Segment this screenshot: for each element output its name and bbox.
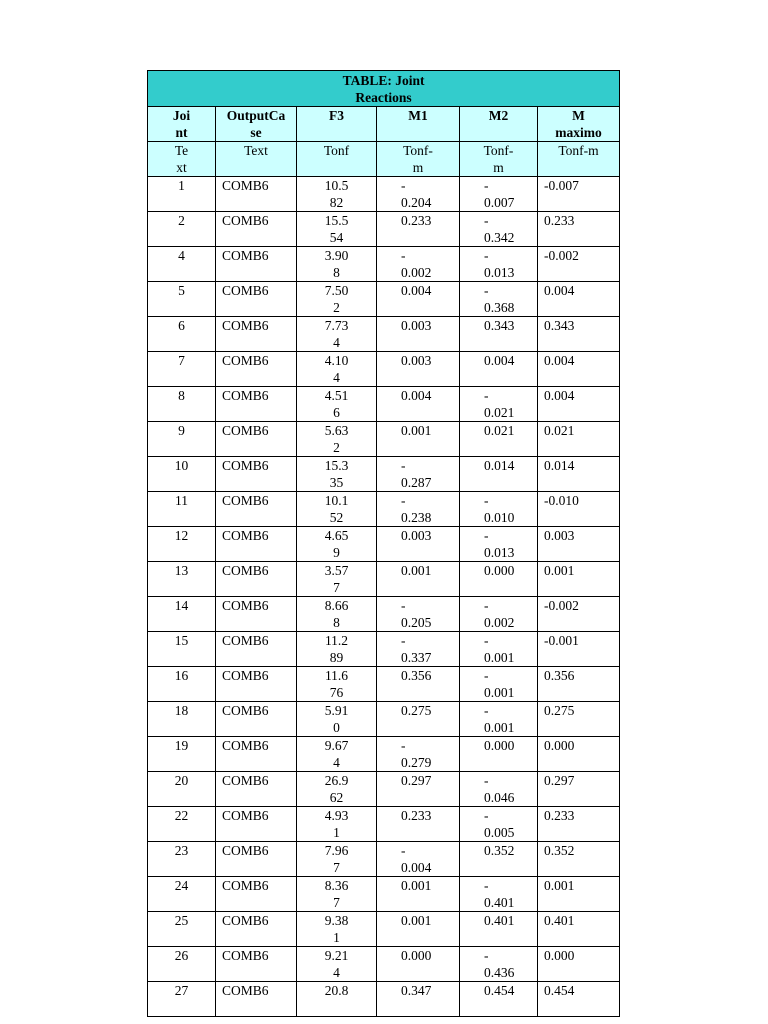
cell-output-case: COMB6 — [216, 212, 297, 247]
cell-m2: 0.401 — [460, 912, 538, 947]
cell-m2: - 0.002 — [460, 597, 538, 632]
cell-f3: 7.73 4 — [297, 317, 377, 352]
table-row — [148, 597, 620, 632]
table-row — [148, 947, 620, 982]
cell-output-case: COMB6 — [216, 737, 297, 772]
cell-m-maximo: -0.007 — [538, 177, 620, 212]
cell-f3: 10.5 82 — [297, 177, 377, 212]
cell-m-maximo: 0.000 — [538, 737, 620, 772]
table-row — [148, 807, 620, 842]
cell-output-case: COMB6 — [216, 632, 297, 667]
cell-m-maximo: 0.352 — [538, 842, 620, 877]
cell-m1: - 0.004 — [377, 842, 460, 877]
table-row — [148, 422, 620, 457]
cell-m1: 0.003 — [377, 527, 460, 562]
cell-output-case: COMB6 — [216, 177, 297, 212]
table-row — [148, 457, 620, 492]
cell-m-maximo: 0.233 — [538, 212, 620, 247]
cell-output-case: COMB6 — [216, 457, 297, 492]
cell-m2: 0.000 — [460, 737, 538, 772]
cell-joint: 22 — [148, 807, 216, 842]
cell-m1: - 0.002 — [377, 247, 460, 282]
cell-m2: - 0.010 — [460, 492, 538, 527]
cell-f3: 9.67 4 — [297, 737, 377, 772]
table-row — [148, 352, 620, 387]
cell-output-case: COMB6 — [216, 422, 297, 457]
cell-output-case: COMB6 — [216, 947, 297, 982]
cell-joint: 25 — [148, 912, 216, 947]
cell-joint: 26 — [148, 947, 216, 982]
cell-f3: 8.36 7 — [297, 877, 377, 912]
cell-m1: 0.003 — [377, 352, 460, 387]
cell-m1: 0.000 — [377, 947, 460, 982]
cell-m2: 0.004 — [460, 352, 538, 387]
cell-f3: 9.21 4 — [297, 947, 377, 982]
cell-m2: - 0.001 — [460, 702, 538, 737]
cell-f3: 3.57 7 — [297, 562, 377, 597]
table-row — [148, 527, 620, 562]
table-row — [148, 387, 620, 422]
cell-f3: 4.10 4 — [297, 352, 377, 387]
cell-f3: 7.96 7 — [297, 842, 377, 877]
cell-m-maximo: 0.001 — [538, 562, 620, 597]
table-row — [148, 492, 620, 527]
table-row — [148, 247, 620, 282]
header-joint: Joi nt — [148, 107, 216, 142]
cell-joint: 4 — [148, 247, 216, 282]
cell-output-case: COMB6 — [216, 912, 297, 947]
cell-m-maximo: 0.275 — [538, 702, 620, 737]
cell-joint: 12 — [148, 527, 216, 562]
cell-m-maximo: 0.401 — [538, 912, 620, 947]
cell-output-case: COMB6 — [216, 982, 297, 1017]
cell-f3: 9.38 1 — [297, 912, 377, 947]
cell-m1: 0.297 — [377, 772, 460, 807]
table-row — [148, 212, 620, 247]
cell-output-case: COMB6 — [216, 282, 297, 317]
header-row — [148, 107, 620, 142]
cell-joint: 10 — [148, 457, 216, 492]
cell-m1: 0.004 — [377, 387, 460, 422]
cell-joint: 23 — [148, 842, 216, 877]
cell-m2: - 0.436 — [460, 947, 538, 982]
cell-output-case: COMB6 — [216, 317, 297, 352]
joint-reactions-table — [147, 70, 620, 1017]
cell-f3: 11.6 76 — [297, 667, 377, 702]
cell-m1: 0.004 — [377, 282, 460, 317]
cell-output-case: COMB6 — [216, 562, 297, 597]
cell-m2: - 0.001 — [460, 632, 538, 667]
cell-m-maximo: 0.297 — [538, 772, 620, 807]
cell-m2: - 0.005 — [460, 807, 538, 842]
cell-m-maximo: -0.010 — [538, 492, 620, 527]
table-row — [148, 562, 620, 597]
header-m-maximo: M maximo — [538, 107, 620, 142]
table-row — [148, 632, 620, 667]
table-row — [148, 667, 620, 702]
cell-f3: 7.50 2 — [297, 282, 377, 317]
cell-f3: 10.1 52 — [297, 492, 377, 527]
table-row — [148, 877, 620, 912]
cell-joint: 14 — [148, 597, 216, 632]
cell-m1: - 0.279 — [377, 737, 460, 772]
cell-output-case: COMB6 — [216, 772, 297, 807]
cell-m2: - 0.007 — [460, 177, 538, 212]
cell-m-maximo: 0.356 — [538, 667, 620, 702]
table-row — [148, 317, 620, 352]
cell-m-maximo: -0.001 — [538, 632, 620, 667]
cell-output-case: COMB6 — [216, 807, 297, 842]
cell-m2: 0.000 — [460, 562, 538, 597]
cell-joint: 16 — [148, 667, 216, 702]
cell-m2: - 0.368 — [460, 282, 538, 317]
cell-output-case: COMB6 — [216, 352, 297, 387]
cell-m1: 0.356 — [377, 667, 460, 702]
cell-output-case: COMB6 — [216, 702, 297, 737]
units-row — [148, 142, 620, 177]
cell-f3: 3.90 8 — [297, 247, 377, 282]
cell-m2: - 0.021 — [460, 387, 538, 422]
header-output-case: OutputCa se — [216, 107, 297, 142]
unit-f3: Tonf — [297, 142, 377, 177]
cell-m2: 0.021 — [460, 422, 538, 457]
cell-output-case: COMB6 — [216, 527, 297, 562]
table-row — [148, 282, 620, 317]
cell-m1: - 0.204 — [377, 177, 460, 212]
cell-m1: 0.001 — [377, 422, 460, 457]
cell-m1: 0.347 — [377, 982, 460, 1017]
unit-m-maximo: Tonf-m — [538, 142, 620, 177]
cell-m-maximo: 0.003 — [538, 527, 620, 562]
unit-output-case: Text — [216, 142, 297, 177]
cell-m1: 0.001 — [377, 877, 460, 912]
cell-m1: - 0.287 — [377, 457, 460, 492]
cell-joint: 24 — [148, 877, 216, 912]
cell-m1: 0.233 — [377, 212, 460, 247]
cell-joint: 27 — [148, 982, 216, 1017]
table-row — [148, 737, 620, 772]
cell-joint: 13 — [148, 562, 216, 597]
cell-m-maximo: 0.000 — [538, 947, 620, 982]
cell-m1: - 0.337 — [377, 632, 460, 667]
cell-joint: 19 — [148, 737, 216, 772]
cell-m-maximo: 0.343 — [538, 317, 620, 352]
table-row — [148, 912, 620, 947]
cell-m-maximo: 0.004 — [538, 387, 620, 422]
cell-f3: 5.91 0 — [297, 702, 377, 737]
cell-f3: 15.3 35 — [297, 457, 377, 492]
table-body — [148, 177, 620, 1017]
cell-output-case: COMB6 — [216, 387, 297, 422]
cell-f3: 20.8 — [297, 982, 377, 1017]
cell-output-case: COMB6 — [216, 842, 297, 877]
cell-m-maximo: 0.004 — [538, 352, 620, 387]
cell-joint: 2 — [148, 212, 216, 247]
cell-m-maximo: 0.001 — [538, 877, 620, 912]
cell-m1: - 0.205 — [377, 597, 460, 632]
cell-output-case: COMB6 — [216, 597, 297, 632]
cell-joint: 6 — [148, 317, 216, 352]
cell-m-maximo: 0.014 — [538, 457, 620, 492]
cell-joint: 15 — [148, 632, 216, 667]
table-row — [148, 702, 620, 737]
cell-m1: - 0.238 — [377, 492, 460, 527]
cell-joint: 1 — [148, 177, 216, 212]
cell-joint: 5 — [148, 282, 216, 317]
cell-output-case: COMB6 — [216, 877, 297, 912]
cell-output-case: COMB6 — [216, 247, 297, 282]
header-m1: M1 — [377, 107, 460, 142]
cell-f3: 5.63 2 — [297, 422, 377, 457]
cell-joint: 11 — [148, 492, 216, 527]
cell-m-maximo: 0.004 — [538, 282, 620, 317]
unit-joint: Te xt — [148, 142, 216, 177]
unit-m2: Tonf- m — [460, 142, 538, 177]
cell-m-maximo: -0.002 — [538, 247, 620, 282]
cell-m1: 0.275 — [377, 702, 460, 737]
cell-m2: 0.454 — [460, 982, 538, 1017]
cell-m-maximo: 0.021 — [538, 422, 620, 457]
header-m2: M2 — [460, 107, 538, 142]
cell-m1: 0.233 — [377, 807, 460, 842]
table-row — [148, 842, 620, 877]
cell-f3: 4.51 6 — [297, 387, 377, 422]
unit-m1: Tonf- m — [377, 142, 460, 177]
cell-m-maximo: -0.002 — [538, 597, 620, 632]
table-title-row — [148, 71, 620, 107]
table-row — [148, 772, 620, 807]
cell-m2: - 0.001 — [460, 667, 538, 702]
cell-m2: - 0.046 — [460, 772, 538, 807]
cell-joint: 18 — [148, 702, 216, 737]
cell-m2: - 0.401 — [460, 877, 538, 912]
table-row — [148, 177, 620, 212]
cell-m2: - 0.013 — [460, 527, 538, 562]
cell-joint: 8 — [148, 387, 216, 422]
cell-joint: 9 — [148, 422, 216, 457]
cell-f3: 15.5 54 — [297, 212, 377, 247]
cell-m1: 0.001 — [377, 562, 460, 597]
cell-m1: 0.003 — [377, 317, 460, 352]
cell-m2: 0.343 — [460, 317, 538, 352]
cell-output-case: COMB6 — [216, 492, 297, 527]
cell-output-case: COMB6 — [216, 667, 297, 702]
cell-m2: - 0.013 — [460, 247, 538, 282]
table-row — [148, 982, 620, 1017]
cell-joint: 7 — [148, 352, 216, 387]
cell-m-maximo: 0.454 — [538, 982, 620, 1017]
cell-m1: 0.001 — [377, 912, 460, 947]
cell-f3: 11.2 89 — [297, 632, 377, 667]
table-title: TABLE: Joint Reactions — [148, 71, 620, 107]
header-f3: F3 — [297, 107, 377, 142]
cell-m2: 0.014 — [460, 457, 538, 492]
cell-m-maximo: 0.233 — [538, 807, 620, 842]
cell-f3: 8.66 8 — [297, 597, 377, 632]
cell-m2: - 0.342 — [460, 212, 538, 247]
cell-f3: 4.65 9 — [297, 527, 377, 562]
cell-f3: 26.9 62 — [297, 772, 377, 807]
cell-m2: 0.352 — [460, 842, 538, 877]
cell-f3: 4.93 1 — [297, 807, 377, 842]
cell-joint: 20 — [148, 772, 216, 807]
